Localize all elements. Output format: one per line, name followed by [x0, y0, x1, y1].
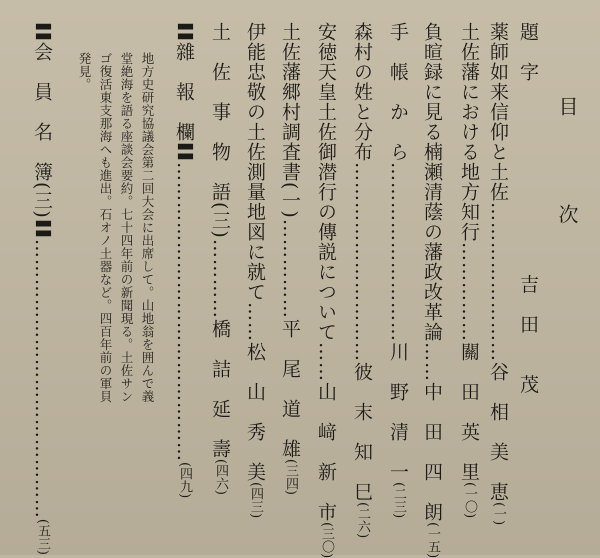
- toc-entry-1: [484, 22, 512, 525]
- entry-page: (三四): [283, 458, 298, 495]
- entry-page: (四六): [213, 458, 228, 495]
- news-line-4: 発見。: [77, 52, 92, 91]
- toc-entry-9: [206, 22, 234, 495]
- entry-text: 安徳天皇土佐御潜行の傳説について……山 﨑 新 市: [315, 22, 337, 522]
- entry-text: 負暄録に見る楠瀬清蔭の藩政改革論……中 田 四 朗: [421, 22, 443, 522]
- toc-entry-5: [348, 22, 376, 538]
- entry-page: (三〇): [319, 522, 334, 558]
- entry-text: 題 字: [517, 22, 539, 82]
- toc-entry-roster: [28, 22, 56, 555]
- entry-page: (一五): [425, 522, 440, 558]
- entry-page: (一): [491, 502, 506, 526]
- news-line-2: 堂絶海を語る座談会要約。七十四年前の新聞現る。土佐サン: [119, 52, 134, 403]
- toc-entry-news: [170, 22, 198, 498]
- entry-text: 伊能忠敬の土佐測量地図に就て……松 山 秀 美: [244, 22, 266, 482]
- entry-text: 〓雜 報 欄〓………………………………………: [173, 22, 195, 462]
- entry-page: (四九): [177, 462, 192, 499]
- news-line-3: ゴ復活東支那海へも進出。石オノ土器など。四百年前の軍貝: [98, 52, 113, 403]
- toc-heading: 目 次: [555, 96, 579, 258]
- entry-text: 〓会 員 名 簿(三)〓……………………………………: [31, 22, 53, 519]
- toc-entry-8: [241, 22, 269, 518]
- entry-page: (一〇): [462, 482, 477, 519]
- toc-entry-7: [276, 22, 304, 495]
- toc-entry-2: [455, 22, 483, 518]
- entry-text: 土 佐 事 物 語(三)…………橋 詰 延 壽: [209, 22, 231, 459]
- news-line-1: 地方史研究協議会第二回大会に出席して。山地翁を囲んで義: [140, 52, 155, 403]
- toc-entry-dedication: [514, 22, 541, 394]
- entry-text: 薬師如来信仰と土佐……………………谷 相 美 恵: [487, 22, 509, 502]
- entry-author: 吉 田 茂: [517, 274, 539, 395]
- entry-page: (二三): [391, 482, 406, 519]
- entry-text: 手 帳 か ら………………………川 野 清 一: [387, 22, 409, 482]
- entry-text: 土佐藩における地方知行……………關 田 英 里: [458, 22, 480, 482]
- toc-entry-6: [312, 22, 340, 558]
- entry-text: 森村の姓と分布…………………………彼 末 知 巳: [351, 22, 373, 502]
- entry-page: (四三): [248, 482, 263, 519]
- toc-entry-3: [418, 22, 446, 558]
- entry-page: (五三): [35, 518, 50, 555]
- entry-page: (二六): [355, 502, 370, 539]
- toc-entry-4: [384, 22, 412, 518]
- entry-text: 土佐藩郷村調査書(一)……………平 尾 道 雄: [279, 22, 301, 459]
